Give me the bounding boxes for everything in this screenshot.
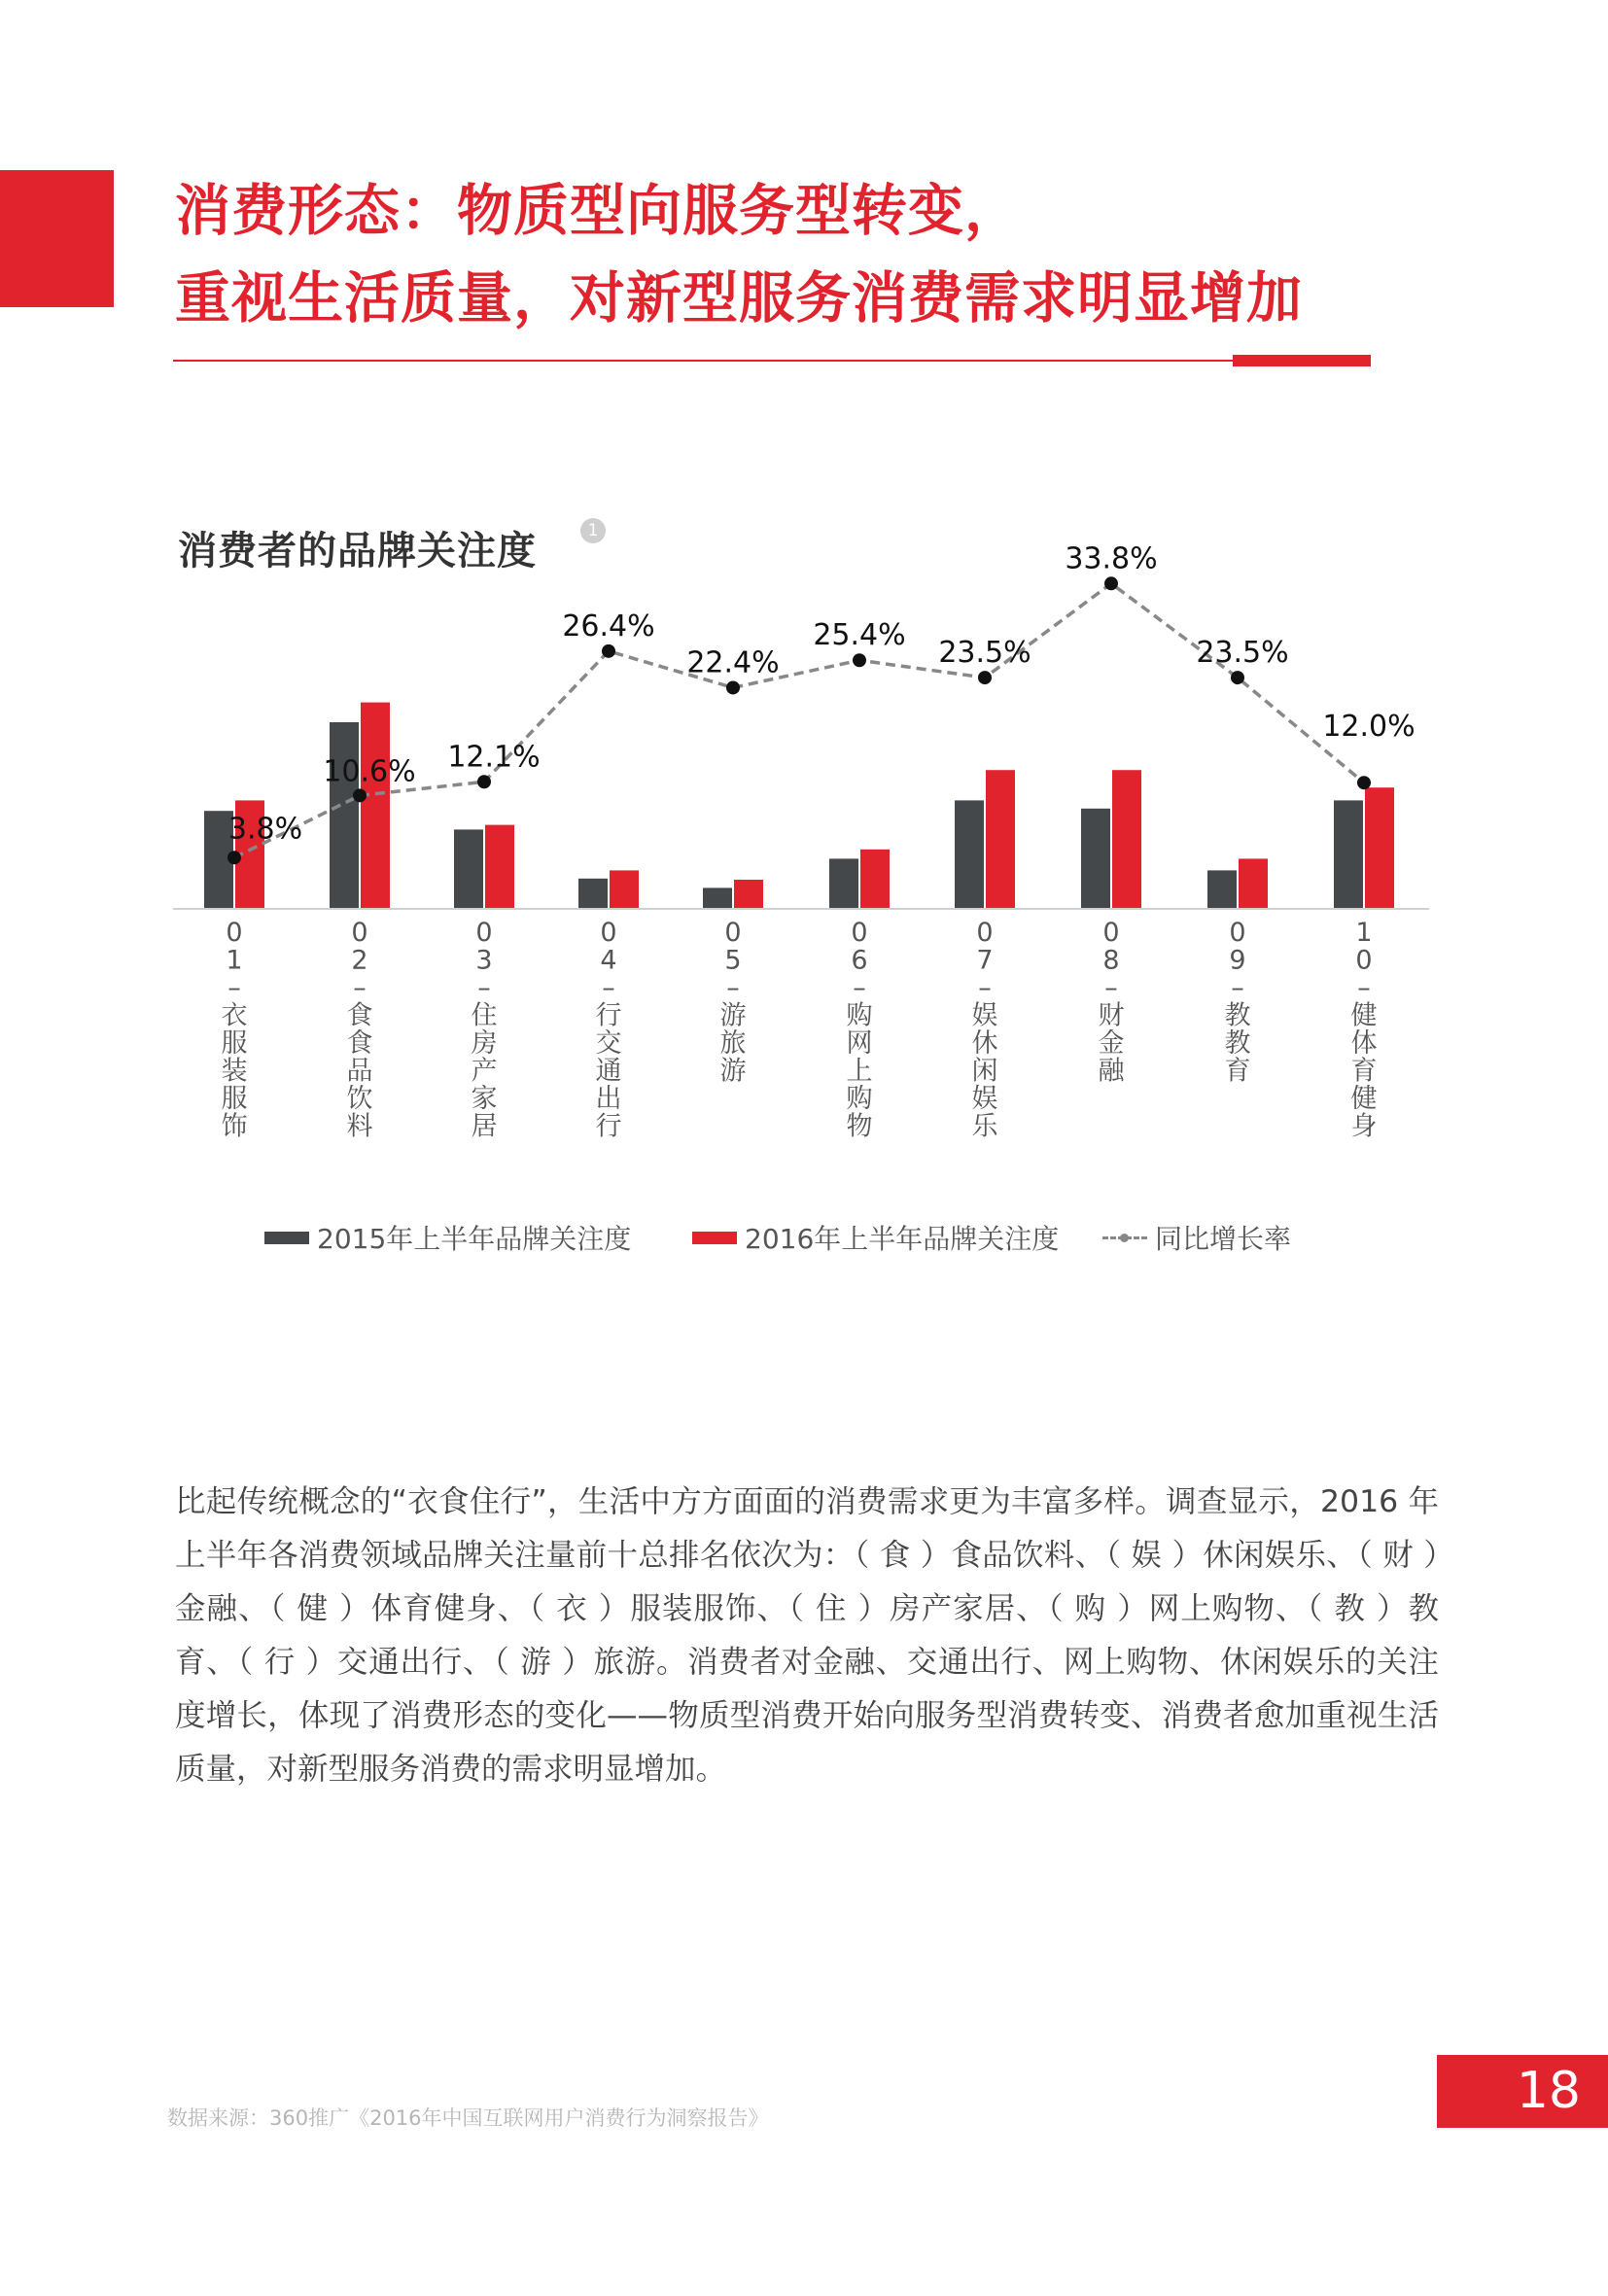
growth-rate-point [978, 671, 992, 684]
bar-2015 [330, 722, 359, 909]
category-label-char: 8 [1102, 945, 1120, 976]
category-label-char: 上 [846, 1056, 873, 1087]
legend-label-2015: 2015年上半年品牌关注度 [317, 1223, 632, 1255]
category-label-char: 9 [1229, 945, 1246, 976]
category-label-char: 娱 [971, 1084, 998, 1114]
bar-2015 [703, 887, 732, 909]
growth-rate-label: 26.4% [562, 609, 655, 644]
category-label-char: 居 [471, 1111, 498, 1142]
footnote-marker: 1 [580, 518, 606, 543]
growth-rate-point [1231, 671, 1244, 684]
growth-rate-label: 3.8% [227, 812, 303, 847]
category-label-char: 行 [595, 1000, 622, 1031]
bar-2015 [1081, 809, 1110, 909]
bar-2015 [955, 800, 984, 909]
category-label-char: 0 [1229, 918, 1246, 948]
chart-title: 消费者的品牌关注度 [178, 529, 537, 574]
category-label-char: 出 [595, 1084, 622, 1114]
category-label-char: 1 [1355, 918, 1373, 948]
category-label-char: 教 [1224, 1028, 1251, 1059]
bar-2016 [1365, 787, 1394, 909]
bar-2015 [1334, 800, 1363, 909]
category-label-char: 身 [1350, 1111, 1378, 1142]
category-label-char: 服 [221, 1028, 248, 1059]
category-label-char: 6 [851, 945, 868, 976]
category-label-char: 财 [1098, 1000, 1125, 1031]
category-label-char: 乐 [971, 1111, 998, 1142]
growth-rate-point [477, 775, 491, 788]
category-label-char: 休 [971, 1028, 998, 1059]
category-label-char: 产 [471, 1056, 498, 1087]
growth-rate-line [234, 583, 1364, 857]
category-label-char: – [726, 973, 740, 1003]
growth-rate-label: 23.5% [1196, 636, 1289, 671]
category-label-char: – [227, 973, 241, 1003]
category-label-char: 家 [471, 1084, 498, 1114]
bar-2016 [860, 850, 890, 909]
category-label-char: 教 [1224, 1000, 1251, 1031]
growth-rate-label: 12.1% [447, 740, 541, 775]
body-paragraph: 比起传统概念的“衣食住行”，生活中方方面面的消费需求更为丰富多样。调查显示，2016 年上半年各消费领域品牌关注量前十总排名依次为：（ 食 ）食品饮料、（ 娱 ）休闲娱乐、（ 财 ）金融、（ 健 ）体育健身、（ 衣 ）服装服饰、（ 住 ）房产家居、（ 购 ）网上购物、（ 教 ）教育、（ 行 ）交通出行、（ 游 ）旅游。消费者对金融、交通出行、网上购物、休闲娱乐的关注度增长，体现了消费形态的变化——物质型消费开始向服务型消费转变、消费者愈加重视生活质量，对新型服务消费的需求明显增加。 [175, 1484, 1439, 1787]
category-label-char: 3 [475, 945, 493, 976]
category-label-char: 住 [471, 1000, 498, 1031]
category-label-char: 交 [595, 1028, 622, 1059]
bar-2016 [1112, 770, 1141, 909]
growth-rate-point [1104, 576, 1118, 590]
legend-label-growth: 同比增长率 [1155, 1223, 1292, 1255]
category-label-char: 旅 [719, 1028, 747, 1059]
category-label-char: 料 [346, 1111, 373, 1142]
category-label-char: 0 [226, 918, 243, 948]
legend-swatch-2015 [264, 1232, 309, 1244]
category-label-char: 娱 [971, 1000, 998, 1031]
legend-swatch-growth [1102, 1232, 1147, 1244]
growth-rate-point [227, 851, 241, 864]
category-label-char: – [853, 973, 866, 1003]
category-label-char: 0 [976, 918, 994, 948]
category-label-char: 行 [595, 1111, 622, 1142]
growth-rate-label: 22.4% [686, 645, 780, 680]
legend-item-2016 [692, 1218, 1059, 1257]
category-label-char: – [477, 973, 491, 1003]
category-label-char: 闲 [971, 1056, 998, 1087]
category-label-char: 融 [1098, 1056, 1125, 1087]
category-label-char: 5 [724, 945, 742, 976]
category-label-char: 0 [475, 918, 493, 948]
category-label-char: 衣 [221, 1000, 248, 1031]
category-label-char: – [1104, 973, 1118, 1003]
category-label-char: 服 [221, 1084, 248, 1114]
growth-rate-label: 23.5% [938, 636, 1031, 671]
legend-swatch-2016 [692, 1232, 737, 1244]
legend-label-2016: 2016年上半年品牌关注度 [745, 1223, 1060, 1255]
category-label-char: 游 [719, 1056, 747, 1087]
category-label-char: 0 [851, 918, 868, 948]
category-label-char: 金 [1098, 1028, 1125, 1059]
growth-rate-point [353, 788, 367, 802]
legend-item-growth [1102, 1218, 1291, 1257]
category-label-char: 0 [1355, 945, 1373, 976]
growth-rate-point [853, 653, 866, 667]
data-source: 数据来源：360推广《2016年中国互联网用户消费行为洞察报告》 [167, 2106, 769, 2130]
legend-item-2015 [264, 1218, 631, 1257]
category-label-char: 0 [1102, 918, 1120, 948]
category-label-char: – [1357, 973, 1371, 1003]
category-label-char: 网 [846, 1028, 873, 1059]
category-label-char: 育 [1224, 1056, 1251, 1087]
category-label-char: 食 [346, 1028, 373, 1059]
category-label-char: – [1231, 973, 1244, 1003]
category-label-char: 0 [724, 918, 742, 948]
bar-2015 [1207, 870, 1237, 909]
category-label-char: 装 [221, 1056, 248, 1087]
category-label-char: 购 [846, 1084, 873, 1114]
growth-rate-point [1357, 776, 1371, 789]
category-label-char: 育 [1350, 1056, 1378, 1087]
bar-2016 [734, 880, 763, 909]
bar-2016 [610, 870, 639, 909]
category-label-char: – [353, 973, 367, 1003]
category-label-char: 1 [226, 945, 243, 976]
bar-2016 [485, 825, 514, 909]
bar-2015 [578, 879, 608, 909]
category-label-char: – [978, 973, 992, 1003]
page-number: 18 [1437, 2055, 1608, 2128]
category-label-char: 购 [846, 1000, 873, 1031]
bar-2015 [454, 829, 483, 909]
category-label-char: 游 [719, 1000, 747, 1031]
growth-rate-point [726, 680, 740, 694]
category-label-char: 物 [846, 1111, 873, 1142]
bar-2015 [829, 858, 858, 909]
growth-rate-label: 12.0% [1322, 710, 1416, 745]
bar-2016 [361, 703, 390, 909]
growth-rate-label: 33.8% [1065, 541, 1158, 576]
category-label-char: 食 [346, 1000, 373, 1031]
growth-rate-label: 10.6% [323, 754, 416, 789]
category-label-char: 体 [1350, 1028, 1378, 1059]
title-line-1: 消费形态：物质型向服务型转变， [175, 179, 1021, 243]
category-label-char: 饮 [346, 1084, 373, 1114]
category-label-char: 饰 [221, 1111, 248, 1142]
title-line-2: 重视生活质量，对新型服务消费需求明显增加 [175, 266, 1303, 330]
growth-rate-label: 25.4% [813, 618, 906, 653]
bar-2016 [986, 770, 1015, 909]
bar-2016 [1239, 858, 1268, 909]
category-label-char: 2 [351, 945, 368, 976]
category-label-char: 品 [346, 1056, 373, 1087]
category-label-char: 7 [976, 945, 994, 976]
category-label-char: 健 [1350, 1084, 1378, 1114]
category-label-char: 房 [471, 1028, 498, 1059]
category-label-char: 健 [1350, 1000, 1378, 1031]
growth-rate-point [602, 644, 615, 658]
category-label-char: 4 [600, 945, 617, 976]
category-label-char: – [602, 973, 615, 1003]
category-label-char: 通 [595, 1056, 622, 1087]
category-label-char: 0 [600, 918, 617, 948]
category-label-char: 0 [351, 918, 368, 948]
